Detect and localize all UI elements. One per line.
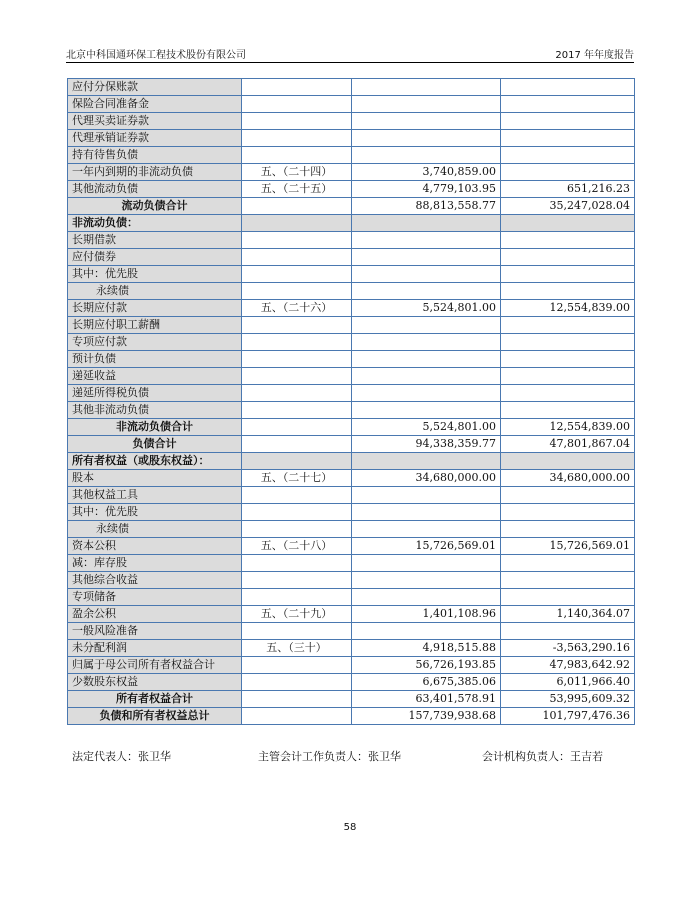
- row-current-value: [352, 283, 501, 300]
- row-item-label: 一般风险准备: [68, 623, 242, 640]
- row-item-label: 其中：优先股: [68, 266, 242, 283]
- row-note-ref: [242, 691, 352, 708]
- row-current-value: [352, 96, 501, 113]
- row-item-label: 永续债: [68, 521, 242, 538]
- row-prior-value: [501, 504, 635, 521]
- table-row: [68, 385, 635, 402]
- row-note-ref: [242, 266, 352, 283]
- row-note-ref: [242, 572, 352, 589]
- row-current-value: [352, 504, 501, 521]
- row-current-value: [352, 334, 501, 351]
- table-row: [68, 232, 635, 249]
- row-note-ref: [242, 283, 352, 300]
- row-note-ref: [242, 453, 352, 470]
- row-current-value: [352, 147, 501, 164]
- company-name: 北京中科国通环保工程技术股份有限公司: [66, 49, 246, 61]
- table-row: [68, 368, 635, 385]
- table-row: [68, 538, 635, 555]
- row-note-ref: [242, 555, 352, 572]
- table-row: [68, 283, 635, 300]
- row-prior-value: [501, 266, 635, 283]
- row-current-value: 157,739,938.68: [352, 708, 501, 725]
- row-note-ref: [242, 334, 352, 351]
- row-prior-value: 101,797,476.36: [501, 708, 635, 725]
- row-note-ref: [242, 215, 352, 232]
- row-prior-value: 15,726,569.01: [501, 538, 635, 555]
- row-note-ref: [242, 147, 352, 164]
- row-item-label: 资本公积: [68, 538, 242, 555]
- accounting-org-head: 会计机构负责人：王吉若: [482, 750, 603, 763]
- row-item-label: 负债合计: [68, 436, 242, 453]
- row-current-value: 3,740,859.00: [352, 164, 501, 181]
- row-note-ref: [242, 623, 352, 640]
- table-row: [68, 351, 635, 368]
- table-row: [68, 555, 635, 572]
- row-note-ref: [242, 130, 352, 147]
- row-item-label: 长期应付款: [68, 300, 242, 317]
- row-current-value: [352, 215, 501, 232]
- row-note-ref: [242, 249, 352, 266]
- row-item-label: 专项储备: [68, 589, 242, 606]
- table-row: [68, 453, 635, 470]
- row-prior-value: 35,247,028.04: [501, 198, 635, 215]
- row-item-label: 应付债券: [68, 249, 242, 266]
- table-row: [68, 572, 635, 589]
- row-item-label: 递延收益: [68, 368, 242, 385]
- table-row: [68, 147, 635, 164]
- row-prior-value: [501, 385, 635, 402]
- row-note-ref: 五、（二十四）: [242, 164, 352, 181]
- row-current-value: [352, 402, 501, 419]
- row-current-value: [352, 232, 501, 249]
- row-prior-value: [501, 487, 635, 504]
- row-prior-value: [501, 147, 635, 164]
- table-row: [68, 487, 635, 504]
- row-item-label: 减：库存股: [68, 555, 242, 572]
- table-row: [68, 504, 635, 521]
- row-current-value: [352, 351, 501, 368]
- row-note-ref: 五、（二十九）: [242, 606, 352, 623]
- row-current-value: [352, 249, 501, 266]
- row-prior-value: 53,995,609.32: [501, 691, 635, 708]
- row-item-label: 其中：优先股: [68, 504, 242, 521]
- row-prior-value: -3,563,290.16: [501, 640, 635, 657]
- row-prior-value: [501, 334, 635, 351]
- row-current-value: [352, 572, 501, 589]
- row-note-ref: [242, 113, 352, 130]
- table-row: [68, 470, 635, 487]
- row-prior-value: [501, 130, 635, 147]
- row-item-label: 其他权益工具: [68, 487, 242, 504]
- table-row: [68, 113, 635, 130]
- row-item-label: 流动负债合计: [68, 198, 242, 215]
- table-row: [68, 657, 635, 674]
- row-current-value: 1,401,108.96: [352, 606, 501, 623]
- row-item-label: 非流动负债合计: [68, 419, 242, 436]
- row-note-ref: [242, 419, 352, 436]
- row-item-label: 长期借款: [68, 232, 242, 249]
- row-prior-value: 47,801,867.04: [501, 436, 635, 453]
- row-item-label: 递延所得税负债: [68, 385, 242, 402]
- table-row: [68, 521, 635, 538]
- row-current-value: 4,918,515.88: [352, 640, 501, 657]
- table-row: [68, 266, 635, 283]
- row-note-ref: [242, 96, 352, 113]
- row-item-label: 长期应付职工薪酬: [68, 317, 242, 334]
- row-item-label: 非流动负债：: [68, 215, 242, 232]
- row-note-ref: [242, 79, 352, 96]
- page-number: 58: [343, 822, 357, 833]
- table-row: [68, 589, 635, 606]
- row-note-ref: [242, 385, 352, 402]
- row-item-label: 永续债: [68, 283, 242, 300]
- row-note-ref: 五、（二十七）: [242, 470, 352, 487]
- accounting-head: 主管会计工作负责人：张卫华: [258, 750, 401, 763]
- row-prior-value: 34,680,000.00: [501, 470, 635, 487]
- legal-representative: 法定代表人：张卫华: [72, 750, 171, 763]
- row-prior-value: [501, 572, 635, 589]
- row-current-value: [352, 130, 501, 147]
- row-item-label: 代理承销证券款: [68, 130, 242, 147]
- row-current-value: 5,524,801.00: [352, 419, 501, 436]
- table-row: [68, 79, 635, 96]
- row-current-value: 88,813,558.77: [352, 198, 501, 215]
- row-current-value: [352, 266, 501, 283]
- row-note-ref: [242, 317, 352, 334]
- balance-sheet-table: [67, 78, 635, 725]
- table-row: [68, 334, 635, 351]
- row-prior-value: 47,983,642.92: [501, 657, 635, 674]
- row-item-label: 股本: [68, 470, 242, 487]
- row-current-value: [352, 589, 501, 606]
- row-note-ref: [242, 487, 352, 504]
- row-current-value: 56,726,193.85: [352, 657, 501, 674]
- row-current-value: [352, 521, 501, 538]
- page-header: [66, 44, 634, 62]
- row-prior-value: [501, 623, 635, 640]
- row-note-ref: [242, 198, 352, 215]
- signature-line: [72, 748, 634, 764]
- row-item-label: 代理买卖证券款: [68, 113, 242, 130]
- row-prior-value: [501, 164, 635, 181]
- row-current-value: 5,524,801.00: [352, 300, 501, 317]
- row-current-value: 4,779,103.95: [352, 181, 501, 198]
- table-row: [68, 623, 635, 640]
- row-item-label: 持有待售负债: [68, 147, 242, 164]
- row-note-ref: [242, 436, 352, 453]
- row-note-ref: [242, 657, 352, 674]
- row-prior-value: [501, 249, 635, 266]
- row-prior-value: [501, 317, 635, 334]
- row-note-ref: [242, 589, 352, 606]
- table-row: [68, 164, 635, 181]
- row-current-value: [352, 623, 501, 640]
- row-current-value: 34,680,000.00: [352, 470, 501, 487]
- table-row: [68, 606, 635, 623]
- row-prior-value: [501, 351, 635, 368]
- row-prior-value: [501, 555, 635, 572]
- table-row: [68, 402, 635, 419]
- row-item-label: 所有者权益合计: [68, 691, 242, 708]
- row-item-label: 其他流动负债: [68, 181, 242, 198]
- row-item-label: 预计负债: [68, 351, 242, 368]
- row-note-ref: [242, 674, 352, 691]
- row-current-value: [352, 555, 501, 572]
- row-item-label: 应付分保账款: [68, 79, 242, 96]
- row-item-label: 归属于母公司所有者权益合计: [68, 657, 242, 674]
- row-prior-value: [501, 589, 635, 606]
- row-item-label: 其他综合收益: [68, 572, 242, 589]
- row-prior-value: 12,554,839.00: [501, 300, 635, 317]
- row-current-value: [352, 317, 501, 334]
- table-row: [68, 249, 635, 266]
- table-row: [68, 181, 635, 198]
- row-note-ref: [242, 232, 352, 249]
- row-prior-value: [501, 79, 635, 96]
- table-row: [68, 317, 635, 334]
- row-note-ref: [242, 521, 352, 538]
- row-current-value: [352, 385, 501, 402]
- row-prior-value: [501, 453, 635, 470]
- row-note-ref: [242, 351, 352, 368]
- row-item-label: 其他非流动负债: [68, 402, 242, 419]
- table-row: [68, 708, 635, 725]
- row-note-ref: 五、（二十八）: [242, 538, 352, 555]
- row-note-ref: [242, 368, 352, 385]
- row-prior-value: [501, 283, 635, 300]
- table-row: [68, 96, 635, 113]
- row-current-value: [352, 487, 501, 504]
- row-item-label: 专项应付款: [68, 334, 242, 351]
- row-item-label: 少数股东权益: [68, 674, 242, 691]
- row-prior-value: [501, 232, 635, 249]
- row-prior-value: [501, 215, 635, 232]
- row-item-label: 盈余公积: [68, 606, 242, 623]
- row-prior-value: 12,554,839.00: [501, 419, 635, 436]
- row-current-value: [352, 79, 501, 96]
- table-row: [68, 215, 635, 232]
- row-current-value: 6,675,385.06: [352, 674, 501, 691]
- balance-sheet-body: [68, 79, 635, 725]
- row-item-label: 所有者权益（或股东权益）：: [68, 453, 242, 470]
- report-title: 2017 年年度报告: [555, 49, 634, 61]
- row-current-value: 15,726,569.01: [352, 538, 501, 555]
- row-prior-value: [501, 113, 635, 130]
- row-note-ref: 五、（三十）: [242, 640, 352, 657]
- row-item-label: 负债和所有者权益总计: [68, 708, 242, 725]
- row-prior-value: 1,140,364.07: [501, 606, 635, 623]
- table-row: [68, 419, 635, 436]
- row-current-value: 94,338,359.77: [352, 436, 501, 453]
- table-row: [68, 640, 635, 657]
- row-item-label: 未分配利润: [68, 640, 242, 657]
- table-row: [68, 300, 635, 317]
- table-row: [68, 198, 635, 215]
- row-note-ref: [242, 504, 352, 521]
- row-current-value: [352, 368, 501, 385]
- row-note-ref: [242, 402, 352, 419]
- row-prior-value: 651,216.23: [501, 181, 635, 198]
- row-item-label: 一年内到期的非流动负债: [68, 164, 242, 181]
- row-note-ref: 五、（二十五）: [242, 181, 352, 198]
- table-row: [68, 130, 635, 147]
- row-prior-value: [501, 402, 635, 419]
- row-prior-value: [501, 96, 635, 113]
- header-divider: [66, 62, 634, 63]
- table-row: [68, 674, 635, 691]
- row-current-value: [352, 113, 501, 130]
- row-prior-value: [501, 521, 635, 538]
- row-current-value: 63,401,578.91: [352, 691, 501, 708]
- row-prior-value: 6,011,966.40: [501, 674, 635, 691]
- row-current-value: [352, 453, 501, 470]
- row-note-ref: 五、（二十六）: [242, 300, 352, 317]
- row-item-label: 保险合同准备金: [68, 96, 242, 113]
- table-row: [68, 436, 635, 453]
- row-prior-value: [501, 368, 635, 385]
- row-note-ref: [242, 708, 352, 725]
- table-row: [68, 691, 635, 708]
